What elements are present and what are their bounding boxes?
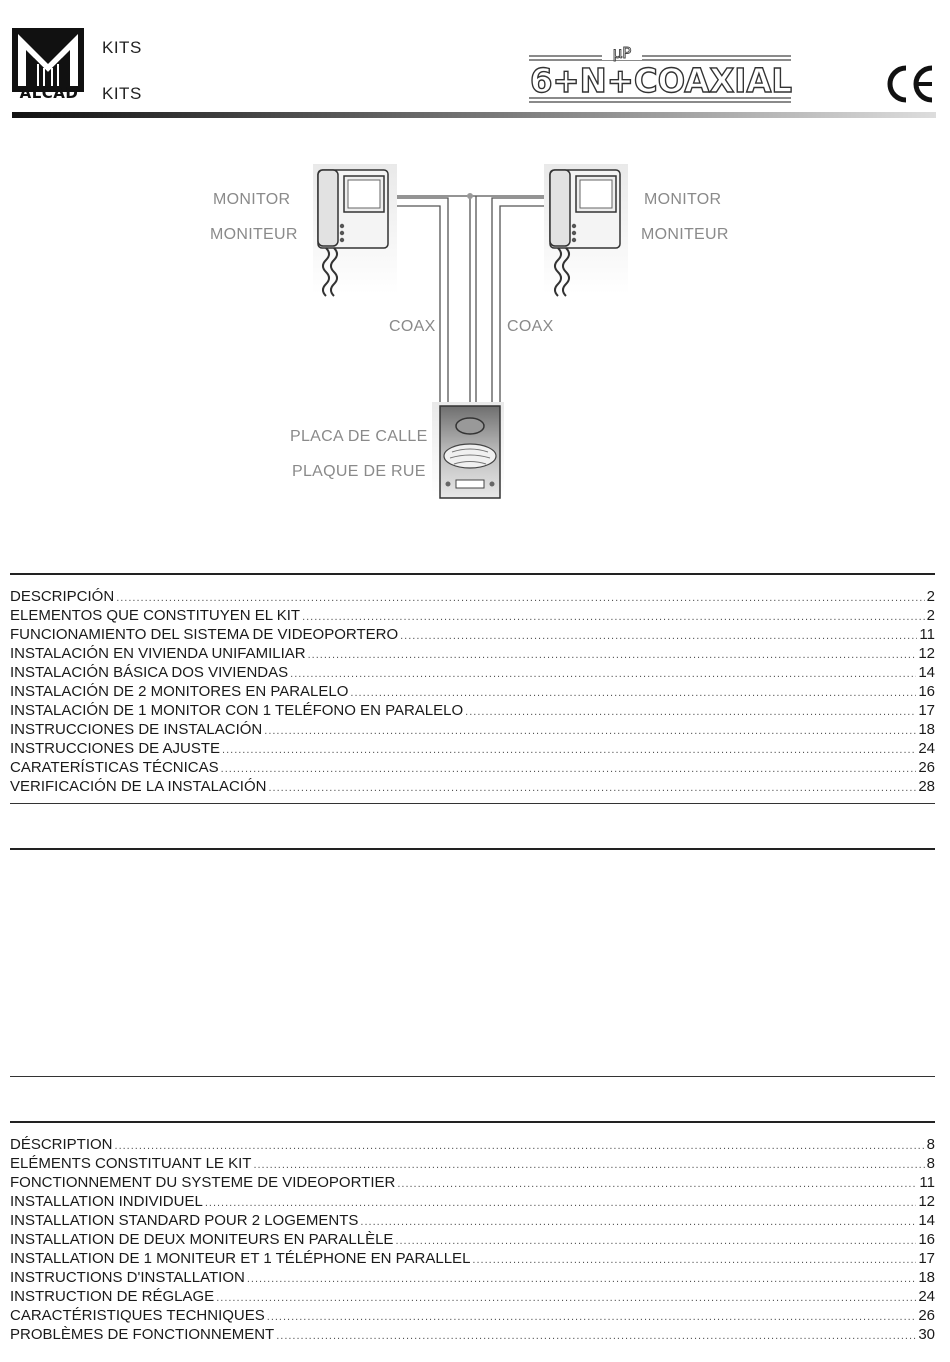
toc-dot-leader [308, 649, 917, 661]
toc-spanish [10, 588, 935, 797]
coax-left-label: COAX [389, 318, 436, 335]
toc-entry-title: INSTALLATION DE DEUX MONITEURS EN PARALLÈLE [10, 1231, 394, 1248]
toc-dot-leader [350, 687, 916, 699]
toc-dot-leader [276, 1330, 916, 1342]
monitor-left-label-fr: MONITEUR [210, 226, 298, 243]
toc-entry-title: FONCTIONNEMENT DU SYSTEME DE VIDEOPORTIER [10, 1174, 396, 1191]
toc-entry-page: 14 [918, 1212, 935, 1229]
toc-entry-page: 11 [919, 1174, 935, 1191]
toc-dot-leader [465, 706, 916, 718]
brand-name: 6+N+COAXIAL [530, 61, 792, 100]
toc-dot-leader [290, 668, 916, 680]
toc-entry-page: 24 [918, 1288, 935, 1305]
monitor-left-label-es: MONITOR [213, 191, 291, 208]
toc-dot-leader [472, 1254, 916, 1266]
logo-text: ALCAD [19, 84, 79, 102]
toc-entry[interactable] [10, 1212, 935, 1231]
ce-mark [882, 64, 936, 104]
toc-entry-title: FUNCIONAMIENTO DEL SISTEMA DE VIDEOPORTERO [10, 626, 399, 643]
monitor-left-illustration [313, 164, 397, 296]
toc-entry[interactable] [10, 1231, 935, 1250]
toc-entry-page: 12 [918, 645, 935, 662]
monitor-right-label-fr: MONITEUR [641, 226, 729, 243]
toc-entry[interactable] [10, 740, 935, 759]
toc-entry[interactable] [10, 1269, 935, 1288]
toc-entry-title: INSTALACIÓN BÁSICA DOS VIVIENDAS [10, 664, 289, 681]
toc-dot-leader [115, 1140, 925, 1152]
toc-entry[interactable] [10, 1174, 935, 1193]
toc-entry-page: 18 [918, 1269, 935, 1286]
toc-entry-title: INSTALLATION DE 1 MONITEUR ET 1 TÉLÉPHONE EN PARALLEL [10, 1250, 471, 1267]
toc-entry-title: INSTRUCTION DE RÉGLAGE [10, 1288, 215, 1305]
brand-logo [527, 44, 795, 104]
toc-es-bottom-rule [10, 803, 935, 804]
toc-entry-title: INSTALLATION INDIVIDUEL [10, 1193, 203, 1210]
toc-dot-leader [267, 1311, 917, 1323]
toc-entry[interactable] [10, 1326, 935, 1345]
coax-cables [390, 196, 550, 408]
toc-entry-title: INSTRUCTIONS D'INSTALLATION [10, 1269, 245, 1286]
street-panel-illustration [432, 402, 504, 498]
toc-entry-page: 30 [918, 1326, 935, 1343]
monitor-right-label-es: MONITOR [644, 191, 722, 208]
section-rule-2 [10, 1076, 935, 1077]
toc-entry[interactable] [10, 645, 935, 664]
toc-entry-title: INSTRUCCIONES DE INSTALACIÓN [10, 721, 263, 738]
toc-entry-page: 8 [926, 1136, 935, 1153]
toc-entry[interactable] [10, 1193, 935, 1212]
toc-entry-title: INSTALLATION STANDARD POUR 2 LOGEMENTS [10, 1212, 359, 1229]
toc-entry-title: INSTALACIÓN DE 1 MONITOR CON 1 TELÉFONO EN PARALELO [10, 702, 464, 719]
street-panel-label-fr: PLAQUE DE RUE [292, 463, 426, 480]
toc-dot-leader [360, 1216, 916, 1228]
toc-fr-top-rule [10, 1121, 935, 1123]
toc-entry-page: 24 [918, 740, 935, 757]
toc-entry-page: 12 [918, 1193, 935, 1210]
toc-entry-title: DESCRIPCIÓN [10, 588, 115, 605]
toc-entry[interactable] [10, 626, 935, 645]
toc-entry-title: DÉSCRIPTION [10, 1136, 113, 1153]
street-panel-label-es: PLACA DE CALLE [290, 428, 428, 445]
toc-entry-page: 16 [918, 1231, 935, 1248]
section-rule-1 [10, 848, 935, 850]
monitor-right-illustration [544, 164, 628, 296]
toc-entry[interactable] [10, 721, 935, 740]
toc-entry-title: CARATERÍSTICAS TÉCNICAS [10, 759, 219, 776]
toc-french [10, 1136, 935, 1345]
toc-dot-leader [264, 725, 916, 737]
toc-entry[interactable] [10, 778, 935, 797]
toc-entry-title: VERIFICACIÓN DE LA INSTALACIÓN [10, 778, 267, 795]
coax-right-label: COAX [507, 318, 554, 335]
toc-entry[interactable] [10, 1136, 935, 1155]
toc-dot-leader [216, 1292, 916, 1304]
toc-entry[interactable] [10, 664, 935, 683]
toc-dot-leader [222, 744, 916, 756]
toc-es-top-rule [10, 573, 935, 575]
toc-entry[interactable] [10, 607, 935, 626]
kits-label-2: KITS [102, 84, 142, 103]
toc-dot-leader [247, 1273, 916, 1285]
toc-entry[interactable] [10, 1155, 935, 1174]
toc-entry-title: INSTALACIÓN EN VIVIENDA UNIFAMILIAR [10, 645, 306, 662]
kits-label-1: KITS [102, 38, 142, 57]
toc-entry-page: 2 [926, 607, 935, 624]
toc-entry[interactable] [10, 1250, 935, 1269]
toc-entry-page: 28 [918, 778, 935, 795]
toc-entry-title: INSTALACIÓN DE 2 MONITORES EN PARALELO [10, 683, 349, 700]
brand-superscript: µP [612, 44, 632, 62]
toc-dot-leader [116, 592, 924, 604]
toc-entry[interactable] [10, 759, 935, 778]
toc-entry[interactable] [10, 683, 935, 702]
toc-entry-page: 8 [926, 1155, 935, 1172]
toc-entry[interactable] [10, 1307, 935, 1326]
toc-entry-title: INSTRUCCIONES DE AJUSTE [10, 740, 221, 757]
toc-entry-title: PROBLÈMES DE FONCTIONNEMENT [10, 1326, 275, 1343]
toc-dot-leader [302, 611, 925, 623]
toc-dot-leader [221, 763, 917, 775]
toc-entry-page: 18 [918, 721, 935, 738]
toc-entry-page: 26 [918, 759, 935, 776]
toc-entry-title: CARACTÉRISTIQUES TECHNIQUES [10, 1307, 265, 1324]
header-divider [12, 112, 936, 118]
toc-entry-page: 26 [918, 1307, 935, 1324]
toc-entry-title: ELEMENTOS QUE CONSTITUYEN EL KIT [10, 607, 301, 624]
toc-entry-page: 11 [919, 626, 935, 643]
toc-entry[interactable] [10, 1288, 935, 1307]
toc-dot-leader [400, 630, 917, 642]
toc-entry-title: ELÉMENTS CONSTITUANT LE KIT [10, 1155, 252, 1172]
toc-entry-page: 2 [926, 588, 935, 605]
toc-dot-leader [253, 1159, 924, 1171]
toc-entry-page: 17 [918, 702, 935, 719]
toc-dot-leader [205, 1197, 916, 1209]
toc-entry[interactable] [10, 588, 935, 607]
toc-entry-page: 16 [918, 683, 935, 700]
toc-entry[interactable] [10, 702, 935, 721]
toc-dot-leader [397, 1178, 917, 1190]
toc-dot-leader [268, 782, 916, 794]
toc-entry-page: 17 [918, 1250, 935, 1267]
installation-diagram [0, 150, 950, 520]
toc-entry-page: 14 [918, 664, 935, 681]
toc-dot-leader [395, 1235, 916, 1247]
